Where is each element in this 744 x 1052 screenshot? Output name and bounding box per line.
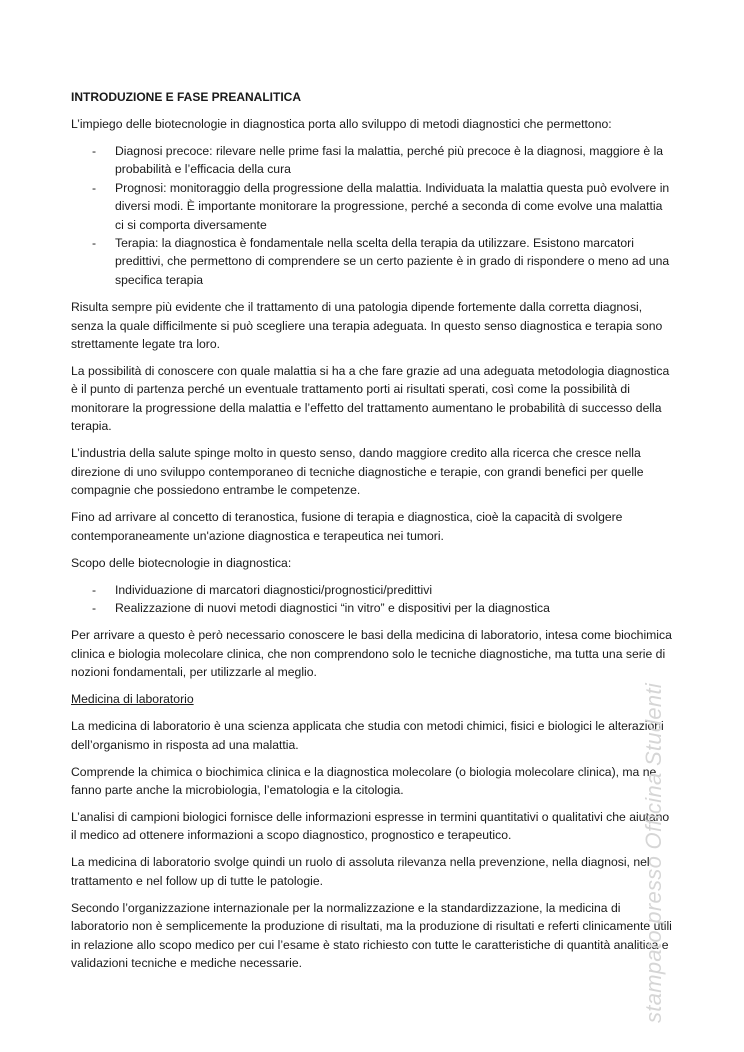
dash-bullet: -	[92, 582, 97, 597]
list-item	[71, 142, 674, 179]
section-heading: Medicina di laboratorio	[71, 692, 194, 707]
dash-bullet: -	[92, 236, 97, 251]
body-paragraph: Risulta sempre più evidente che il trattamento di una patologia dipende fortemente dalla corretta diagnosi, senza la quale difficilmente si può scegliere una terapia adeguata. In questo senso diagnostica e terapia sono strettamente legate tra loro.	[71, 300, 663, 352]
body-paragraph: La medicina di laboratorio è una scienza applicata che studia con metodi chimici, fisici e biologici le alterazioni dell’organismo in risposta ad una malattia.	[71, 719, 664, 752]
body-paragraph: L’analisi di campioni biologici fornisce delle informazioni espresse in termini quantitativi o qualitativi che aiutano il medico ad ottenere informazioni a scopo diagnostico, prognostico e terapeutico.	[71, 809, 670, 843]
list-item-text: Diagnosi precoce: rilevare nelle prime fasi la malattia, perché più precoce è la diagnosi, maggiore è la probabilità e l’efficacia della cura	[115, 144, 664, 177]
watermark-text: stampato presso Officina Studenti	[641, 682, 666, 1023]
body-paragraph: Comprende la chimica o biochimica clinica e la diagnostica molecolare (o biologia molecolare clinica), ma ne fanno parte anche la microbiologia, l’ematologia e la citologia.	[71, 764, 657, 797]
dash-bullet: -	[92, 180, 97, 195]
body-paragraph: Fino ad arrivare al concetto di teranostica, fusione di terapia e diagnostica, cioè la capacità di svolgere contemporaneamente un'azione diagnostica e terapeutica nei tumori.	[71, 510, 623, 543]
body-paragraph: La possibilità di conoscere con quale malattia si ha a che fare grazie ad una adeguata metodologia diagnostica è il punto di partenza perché un eventuale trattamento porti ai risultati sperati, così come la possibilità di monitorare la progressione della malattia e l’effetto del trattamento aumentano le probabilità di successo della terapia.	[71, 364, 670, 434]
dash-bullet: -	[92, 600, 97, 615]
body-paragraph: L’industria della salute spinge molto in questo senso, dando maggiore credito alla ricerca che cresce nella direzione di uno sviluppo contemporaneo di tecniche diagnostiche e terapie, con grandi benefici per quelle compagnie che possiedono entrambe le competenze.	[71, 446, 644, 498]
intro-paragraph: L’impiego delle biotecnologie in diagnostica porta allo sviluppo di metodi diagnostici che permettono:	[71, 117, 612, 131]
list-item	[71, 581, 674, 599]
list-item-text: Terapia: la diagnostica è fondamentale nella scelta della terapia da utilizzare. Esistono marcatori predittivi, che permettono di comprendere se un certo paziente è in grado di rispondere o meno ad una specifica terapia	[115, 236, 670, 287]
document-page	[71, 88, 674, 981]
body-paragraph: La medicina di laboratorio svolge quindi un ruolo di assoluta rilevanza nella prevenzione, nella diagnosi, nel trattamento e nel follow up di tutte le patologie.	[71, 855, 650, 888]
list-item	[71, 179, 674, 234]
list-item-text: Realizzazione di nuovi metodi diagnostici “in vitro” e dispositivi per la diagnostica	[115, 600, 550, 615]
page-title: INTRODUZIONE E FASE PREANALITICA	[71, 90, 302, 104]
list-item	[71, 234, 674, 289]
body-paragraph: Per arrivare a questo è però necessario conoscere le basi della medicina di laboratorio, intesa come biochimica clinica e biologia molecolare clinica, che non comprendono solo le tecniche diagnostiche, ma tutta una serie di nozioni fondamentali, per utilizzarle al meglio.	[71, 628, 672, 680]
list-item	[71, 599, 674, 617]
benefits-list	[71, 142, 674, 289]
dash-bullet: -	[92, 144, 97, 158]
list-item-text: Individuazione di marcatori diagnostici/prognostici/predittivi	[115, 582, 433, 597]
scope-list	[71, 581, 674, 618]
body-paragraph: Secondo l’organizzazione internazionale per la normalizzazione e la standardizzazione, la medicina di laboratorio non è semplicemente la produzione di risultati, ma la produzione di risultati e referti clinicamente utili in relazione allo scopo medico per cui l’esame è stato richiesto con tutte le caratteristiche di quantità analitica e validazioni tecniche e mediche necessarie.	[71, 900, 672, 970]
body-paragraph: Scopo delle biotecnologie in diagnostica:	[71, 555, 292, 570]
list-item-text: Prognosi: monitoraggio della progressione della malattia. Individuata la malattia questa può evolvere in diversi modi. È importante monitorare la progressione, perché a seconda di come evolve una malattia ci si comporta diversamente	[115, 180, 670, 232]
